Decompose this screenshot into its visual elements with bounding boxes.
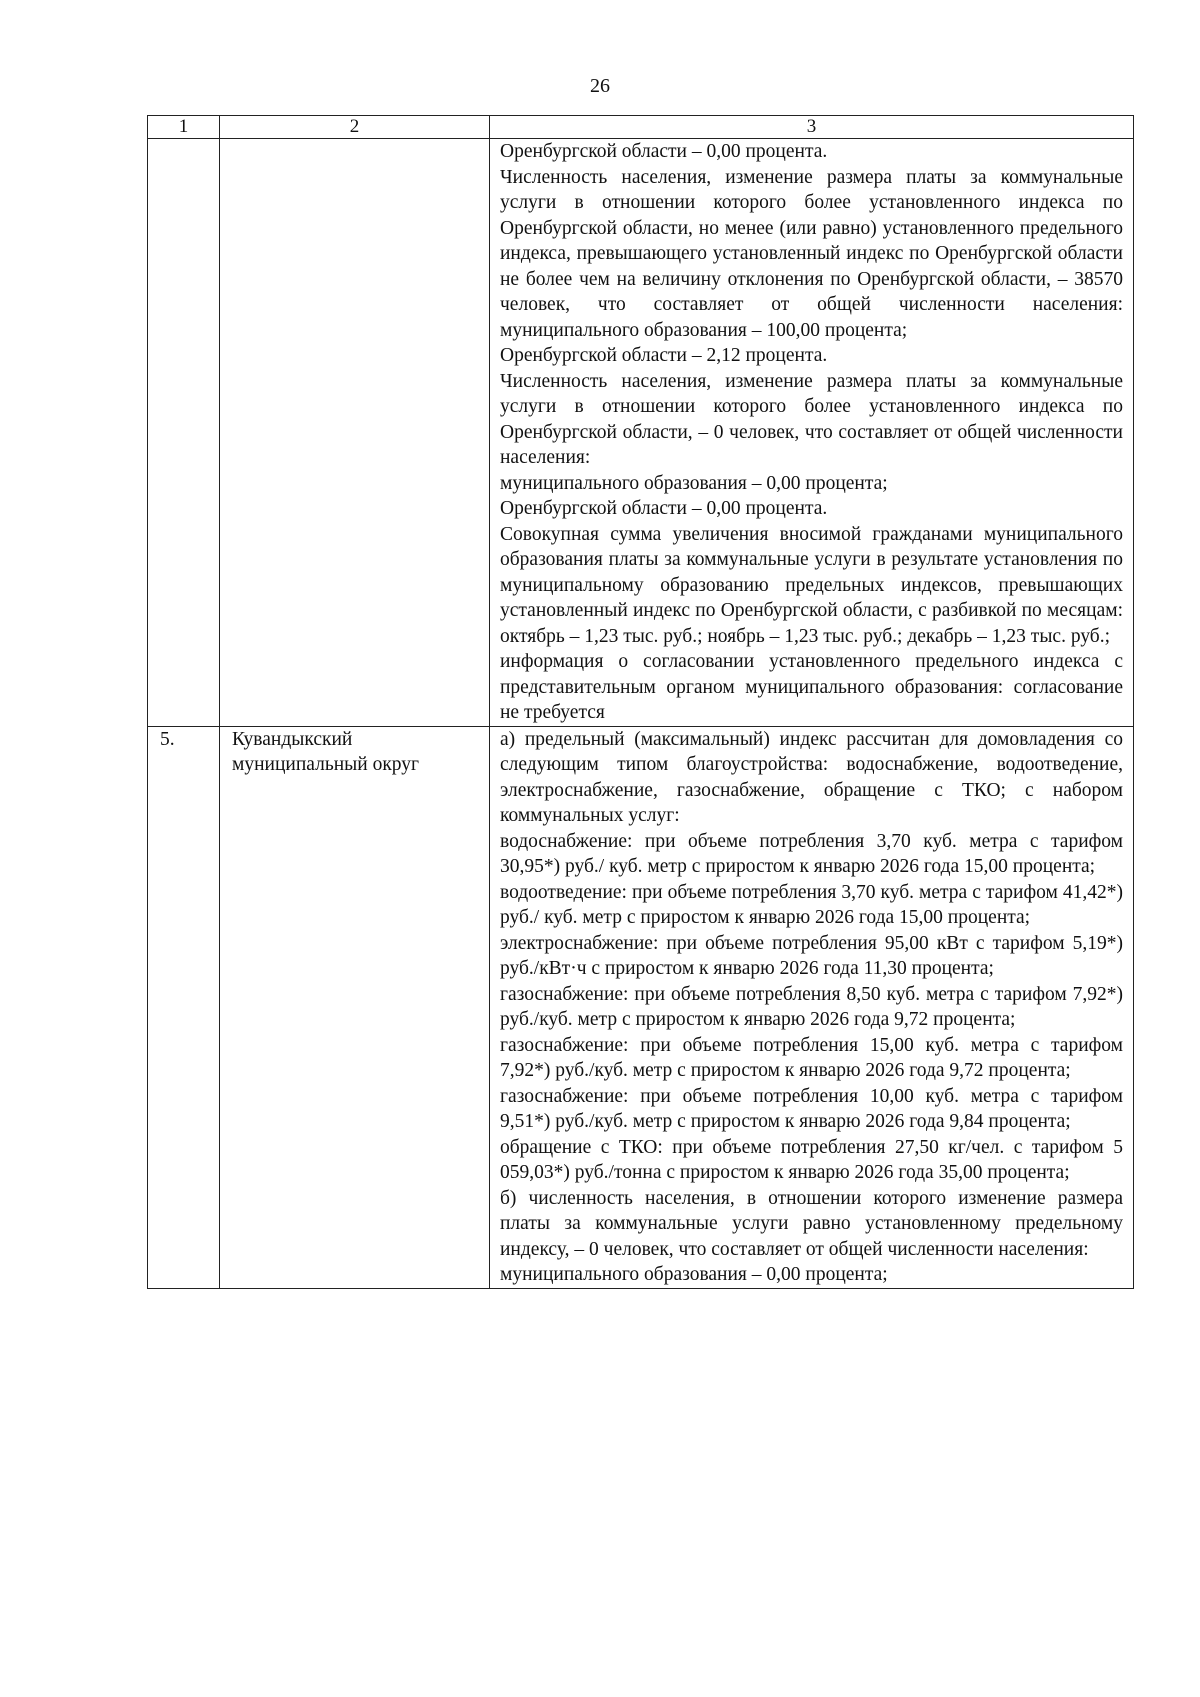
paragraph: муниципального образования – 100,00 процента;: [500, 319, 908, 341]
paragraph: Оренбургской области – 0,00 процента.: [500, 141, 828, 162]
paragraph: Оренбургской области – 2,12 процента.: [500, 345, 828, 366]
municipality-cell: Кувандыкский муниципальный округ: [220, 726, 490, 1288]
municipality-cell: [220, 139, 490, 727]
data-table: [147, 115, 1134, 1289]
details-cell: [490, 139, 1134, 727]
page-number: 26: [590, 75, 610, 97]
table-row-continued: [148, 139, 1134, 727]
paragraph: электроснабжение: при объеме потребления 95,00 кВт с тарифом 5,19*) руб./кВт·ч с приростом к январю 2026 года 11,30 процента;: [500, 932, 1123, 979]
paragraph: газоснабжение: при объеме потребления 15,00 куб. метра с тарифом 7,92*) руб./куб. метр с приростом к январю 2026 года 9,72 процента;: [500, 1034, 1123, 1081]
paragraph: муниципального образования – 0,00 процента;: [500, 472, 888, 494]
paragraph: информация о согласовании установленного предельного индекса с представительным органом муниципального образования: согласование не требуется: [500, 651, 1123, 723]
paragraph: газоснабжение: при объеме потребления 10,00 куб. метра с тарифом 9,51*) руб./куб. метр с приростом к январю 2026 года 9,84 процента;: [500, 1085, 1123, 1132]
paragraph: водоснабжение: при объеме потребления 3,70 куб. метра с тарифом 30,95*) руб./ куб. метр с приростом к январю 2026 года 15,00 процента;: [500, 830, 1123, 877]
paragraph: газоснабжение: при объеме потребления 8,50 куб. метра с тарифом 7,92*) руб./куб. метр с приростом к январю 2026 года 9,72 процента;: [500, 983, 1123, 1030]
paragraph: обращение с ТКО: при объеме потребления 27,50 кг/чел. с тарифом 5 059,03*) руб./тонна с приростом к январю 2026 года 35,00 процента;: [500, 1136, 1123, 1183]
paragraph: водоотведение: при объеме потребления 3,70 куб. метра с тарифом 41,42*) руб./ куб. метр с приростом к январю 2026 года 15,00 процента;: [500, 881, 1123, 928]
header-col-3: 3: [490, 116, 1134, 139]
header-col-1: 1: [148, 116, 220, 139]
paragraph: муниципального образования – 0,00 процента;: [500, 1264, 888, 1285]
paragraph: Численность населения, изменение размера платы за коммунальные услуги в отношении которого более установленного индекса по Оренбургской области, но менее (или равно) установленного предельного индекса, превышающего установленный индекс по Оренбургской области не более чем на величину отклонения по Оренбургской области, – 38570 человек, что составляет от общей численности населения:: [500, 166, 1123, 315]
paragraph: б) численность населения, в отношении которого изменение размера платы за коммунальные услуги равно установленному предельному индексу, – 0 человек, что составляет от общей численности населения:: [500, 1187, 1123, 1260]
paragraph: а) предельный (максимальный) индекс рассчитан для домовладения со следующим типом благоустройства: водоснабжение, водоотведение, электроснабжение, газоснабжение, обращение с ТКО; с набором коммунальных услуг:: [500, 728, 1123, 826]
details-cell: [490, 726, 1134, 1288]
table-row-5: [148, 726, 1134, 1288]
row-number-cell: 5.: [148, 726, 220, 1288]
paragraph: Численность населения, изменение размера платы за коммунальные услуги в отношении которого более установленного индекса по Оренбургской области, – 0 человек, что составляет от общей численности населения:: [500, 370, 1123, 468]
paragraph: Оренбургской области – 0,00 процента.: [500, 498, 828, 519]
table-header-row: [148, 116, 1134, 139]
header-col-2: 2: [220, 116, 490, 139]
row-number-cell: [148, 139, 220, 727]
paragraph: Совокупная сумма увеличения вносимой гражданами муниципального образования платы за коммунальные услуги в результате установления по муниципальному образованию предельных индексов, превышающих установленный индекс по Оренбургской области, с разбивкой по месяцам: октябрь – 1,23 тыс. руб.; ноябрь – 1,23 тыс. руб.; декабрь – 1,23 тыс. руб.;: [500, 523, 1123, 647]
